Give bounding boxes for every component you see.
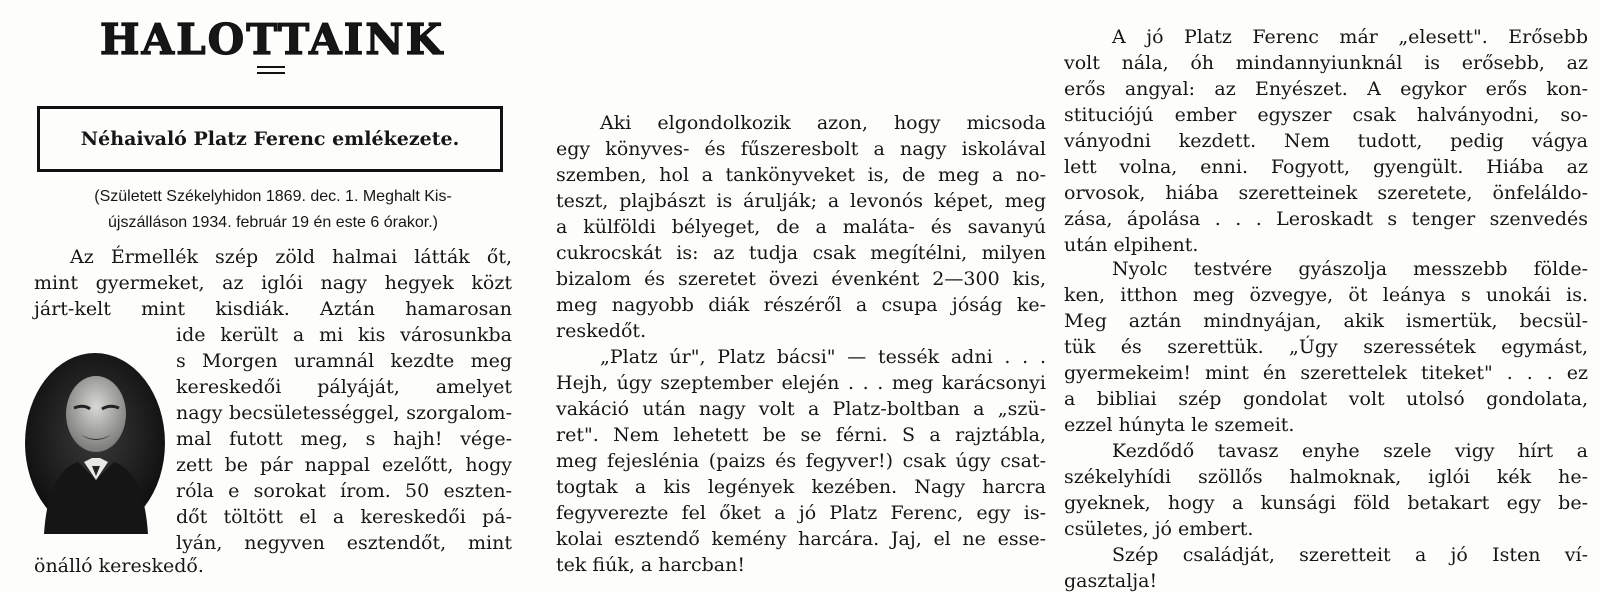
col1-text-line: önálló kereskedő. xyxy=(34,555,204,577)
col2-text-line: meg nagyobb diák részéről a csupa jóság ke- xyxy=(556,294,1046,316)
col1-text-line: zett be pár nappal ezelőtt, hogy xyxy=(176,454,512,476)
col3-text-line: tük és szerettük. „Úgy szeressétek egymást, xyxy=(1064,336,1588,358)
col3-text-line: ezzel húnyta le szemeit. xyxy=(1064,414,1295,436)
col1-text-line: lyán, negyven esztendőt, mint xyxy=(176,532,512,554)
masthead-double-rule xyxy=(257,66,285,74)
col1-text-line: kereskedői pályáját, amelyet xyxy=(176,376,512,398)
col2-text-line: „Platz úr", Platz bácsi" — tessék adni . . . xyxy=(600,346,1046,368)
col3-text-line: ványodni kezdett. Nem tudott, pedig vágya xyxy=(1064,130,1588,152)
col2-text-line: vakáció után nagy volt a Platz-boltban a „szü- xyxy=(556,398,1046,420)
headline-box xyxy=(37,106,503,172)
col2-text-line: kolai esztendő kemény harcára. Jaj, el ne esse- xyxy=(556,528,1046,550)
col3-text-line: orvosok, hiába szeretteinek szeretete, önfeláldo- xyxy=(1064,182,1588,204)
col3-text-line: Kezdődő tavasz enyhe szele vigy hírt a xyxy=(1112,440,1588,462)
col3-text-line: ken, itthon meg özvegye, öt leánya s unokái is. xyxy=(1064,284,1588,306)
col3-text-line: A jó Platz Ferenc már „elesett". Erősebb xyxy=(1112,26,1588,48)
portrait-photo xyxy=(24,352,166,534)
col2-text-line: cukrocskát is: az tudja csak megítélni, milyen xyxy=(556,242,1046,264)
col2-text-line: meg fejeslénia (paizs és fegyver!) csak úgy csat- xyxy=(556,450,1046,472)
col2-text-line: Aki elgondolkozik azon, hogy micsoda xyxy=(600,112,1046,134)
col3-text-line: csületes, jó embert. xyxy=(1064,518,1254,540)
col3-text-line: zása, ápolása . . . Leroskadt s tenger szenvedés xyxy=(1064,208,1588,230)
col3-text-line: gyeknek, hogy a kunsági föld betakart egy be- xyxy=(1064,492,1588,514)
col2-text-line: szemben, hol a tankönyveket is, de meg a no- xyxy=(556,164,1046,186)
birth-note-line: újszálláson 1934. február 19 én este 6 órakor.) xyxy=(108,214,438,231)
col1-text-line: róla e sorokat írom. 50 eszten- xyxy=(176,480,512,502)
col3-text-line: után elpihent. xyxy=(1064,234,1199,256)
col2-text-line: ret". Nem lehetett be se férni. S a rajztábla, xyxy=(556,424,1046,446)
col3-text-line: stituciójú ember egyszer csak halványodni, so- xyxy=(1064,104,1588,126)
col3-text-line: székelyhídi szöllős halmoknak, iglói kék he- xyxy=(1064,466,1588,488)
col2-text-line: teszt, plajbászt is árulják; a levonós képet, meg xyxy=(556,190,1046,212)
col3-text-line: Meg aztán mindnyájan, akik ismertük, becsül- xyxy=(1064,310,1588,332)
col3-text-line: gyermekeim! mint én szerettelek titeket" . . . ez xyxy=(1064,362,1588,384)
col1-text-line: mal futott meg, s hajh! vége- xyxy=(176,428,512,450)
col3-text-line: lett volna, enni. Fogyott, gyengült. Hiába az xyxy=(1064,156,1588,178)
col3-text-line: volt nála, óh mindannyiunknál is erősebb, az xyxy=(1064,52,1588,74)
col2-text-line: egy könyves- és fűszeresbolt a nagy iskolával xyxy=(556,138,1046,160)
masthead: HALOTTAINK xyxy=(99,15,445,64)
col1-text-line: ide került a mi kis városunkba xyxy=(176,324,512,346)
col2-text-line: tek fiúk, a harcban! xyxy=(556,554,745,576)
col1-text-line: járt-kelt mint kisdiák. Aztán hamarosan xyxy=(34,298,512,320)
col2-text-line: togtak a kis legények kezében. Nagy harcra xyxy=(556,476,1046,498)
col2-text-line: fegyverezte fel őket a jó Platz Ferenc, egy is- xyxy=(556,502,1046,524)
col1-text-line: s Morgen uramnál kezdte meg xyxy=(176,350,512,372)
headline: Néhaivaló Platz Ferenc emlékezete. xyxy=(80,128,460,150)
col3-text-line: Nyolc testvére gyászolja messzebb földe- xyxy=(1112,258,1588,280)
birth-note-line: (Született Székelyhidon 1869. dec. 1. Meghalt Kis- xyxy=(94,188,452,205)
col3-text-line: Szép családját, szeretteit a jó Isten ví- xyxy=(1112,544,1588,566)
col1-text-line: mint gyermeket, az iglói nagy hegyek közt xyxy=(34,272,512,294)
col1-text-line: Az Érmellék szép zöld halmai látták őt, xyxy=(70,246,512,268)
col2-text-line: bizalom és szeretet övezi évenként 2—300 kis, xyxy=(556,268,1046,290)
col1-text-line: nagy becsületességgel, szorgalom- xyxy=(176,402,512,424)
col3-text-line: a bibliai szép gondolat volt utolsó gondolata, xyxy=(1064,388,1588,410)
col3-text-line: erős angyal: az Enyészet. A egykor erős kon- xyxy=(1064,78,1588,100)
col3-text-line: gasztalja! xyxy=(1064,570,1158,592)
col1-text-line: dőt töltött el a kereskedői pá- xyxy=(176,506,512,528)
birth-note xyxy=(40,184,506,236)
col2-text-line: Hejh, úgy szeptember elején . . . meg karácsonyi xyxy=(556,372,1046,394)
col2-text-line: reskedőt. xyxy=(556,320,647,342)
col2-text-line: a külföldi bélyeget, de a maláta- és savanyú xyxy=(556,216,1046,238)
